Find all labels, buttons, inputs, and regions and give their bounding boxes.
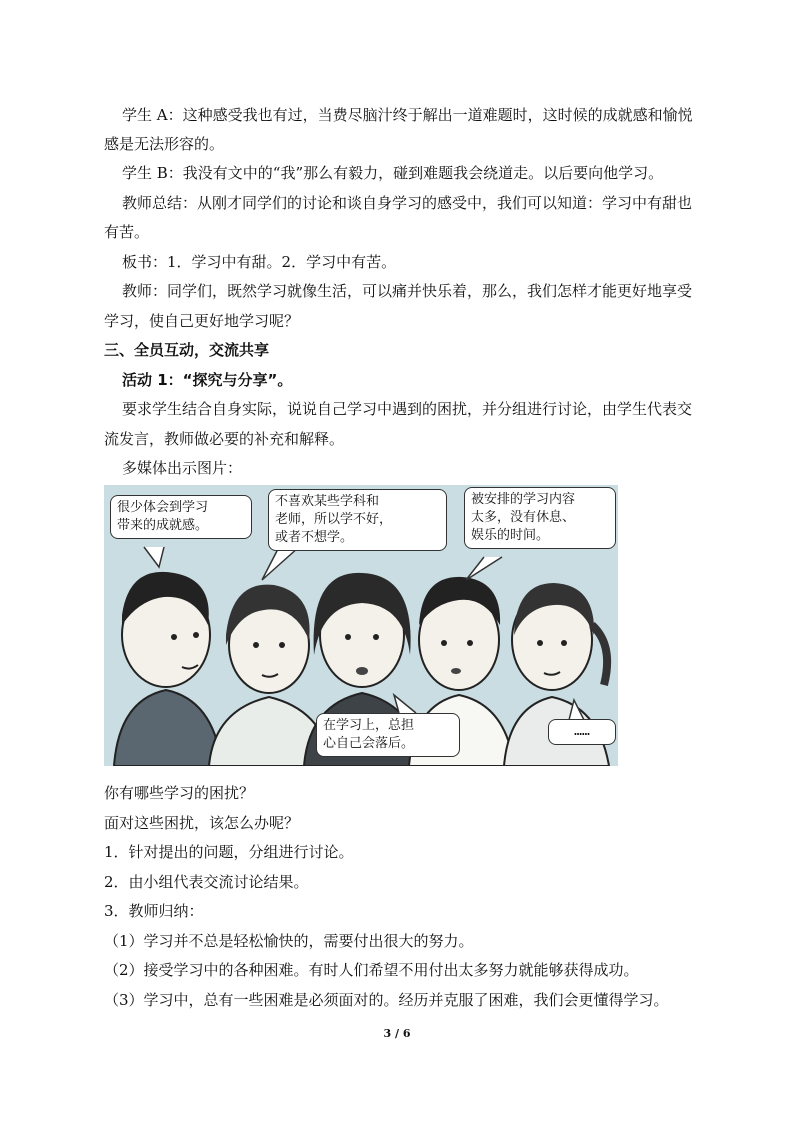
speech-bubble-4: 在学习上，总担 心自己会落后。: [316, 713, 460, 757]
speech-bubble-2: 不喜欢某些学科和 老师，所以学不好， 或者不想学。: [268, 489, 447, 551]
conclusion-3: （3）学习中，总有一些困难是必须面对的。经历并克服了困难，我们会更懂得学习。: [104, 991, 669, 1009]
illustration-students-figure: [104, 485, 618, 766]
speech-bubble-1: 很少体会到学习 带来的成就感。: [110, 495, 252, 539]
speech-bubble-5: ……: [548, 719, 616, 745]
speech-bubble-3: 被安排的学习内容 太多，没有休息、 娱乐的时间。: [464, 487, 616, 549]
step-3: 3．教师归纳：: [104, 902, 204, 920]
step-1: 1．针对提出的问题，分组进行讨论。: [104, 843, 354, 861]
page-number: 3 / 6: [383, 1027, 411, 1040]
paragraph-student-a-line1: 学生 A：这种感受我也有过，当费尽脑汁终于解出一道难题时，这时候的成就感和愉悦: [122, 106, 693, 124]
paragraph-student-b: 学生 B：我没有文中的“我”那么有毅力，碰到难题我会绕道走。以后要向他学习。: [122, 164, 664, 182]
section-heading-3: 三、全员互动，交流共享: [104, 341, 270, 359]
paragraph-student-a-line2: 感是无法形容的。: [104, 135, 225, 153]
paragraph-teacher-summary-line2: 有苦。: [104, 223, 150, 241]
step-2: 2．由小组代表交流讨论结果。: [104, 873, 309, 891]
question-2: 面对这些困扰，该怎么办呢？: [104, 814, 300, 832]
activity-1-heading: 活动 1：“探究与分享”。: [122, 371, 293, 389]
paragraph-teacher-line1: 教师：同学们，既然学习就像生活，可以痛并快乐着，那么，我们怎样才能更好地享受: [122, 282, 693, 300]
conclusion-2: （2）接受学习中的各种困难。有时人们希望不用付出太多努力就能够获得成功。: [104, 961, 639, 979]
conclusion-1: （1）学习并不总是轻松愉快的，需要付出很大的努力。: [104, 932, 474, 950]
paragraph-teacher-summary-line1: 教师总结：从刚才同学们的讨论和谈自身学习的感受中，我们可以知道：学习中有甜也: [122, 194, 693, 212]
paragraph-multimedia: 多媒体出示图片：: [122, 459, 243, 477]
paragraph-requirement-line1: 要求学生结合自身实际，说说自己学习中遇到的困扰，并分组进行讨论，由学生代表交: [122, 400, 693, 418]
paragraph-board-writing: 板书：1．学习中有甜。2．学习中有苦。: [122, 253, 397, 271]
question-1: 你有哪些学习的困扰？: [104, 784, 255, 802]
paragraph-teacher-line2: 学习，使自己更好地学习呢？: [104, 312, 300, 330]
paragraph-requirement-line2: 流发言，教师做必要的补充和解释。: [104, 430, 345, 448]
